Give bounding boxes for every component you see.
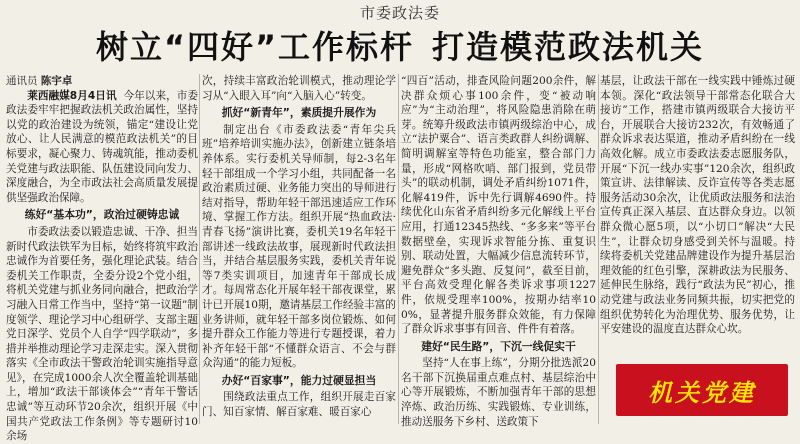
body-paragraph: “四百”活动，排查风险问题200余件，解决群众烦心事100余件，变“被动响应”为“主动治理”，将风险隐患消除在萌芽。统筹升级政法市镇两级综治中心，成立“法护粟合”、语言类政群人纠纷调解、简明调解室等特色功能室，整合部门力量，形成“网格吹哨、部门报到，党员带头”的联动机制，调处矛盾纠纷1071件，化解419件，诉中先行调解4690件。持续优化山东省矛盾纠纷多元化解线上平台应用，打通12345热线、“多多来”等平台数据壁垒，实现诉求智能分拣、重复识别、联动处置，大幅减少信息流转环节，避免群众“多头跑、反复问”，截至目前，平台高效受理化解各类诉求事项1227件，依规受理率100%，按期办结率100%，显著提升服务群众效能，有力保障了群众诉求事事有回音、件件有着落。: [401, 75, 596, 336]
section-kicker: 市委政法委: [359, 5, 440, 22]
byline: [6, 74, 198, 89]
badge-text: 机关党建: [648, 377, 756, 407]
column-badge: [616, 364, 788, 416]
article-headline: [0, 22, 800, 68]
article-column-2: [202, 74, 396, 424]
body-paragraph: 坚持“人在事上练”，分期分批选派20名干部下沉换届重点难点村、基层综治中心等开展锻炼，不断加强青年干部的思想淬炼、政治历练、实践锻炼、专业训练，推动送服务下乡村、送政策下: [401, 357, 596, 428]
column-divider: [398, 74, 399, 424]
article-column-3: [401, 74, 596, 428]
byline-label: 通讯员: [6, 75, 38, 87]
headline-part-1: 树立“四好”工作标杆: [95, 28, 415, 66]
byline-name: 陈宇卓: [40, 75, 73, 87]
body-paragraph: 基层，让政法干部在一线实践中锤炼过硬本领。深化“政法领导干部常态化联合大接访”工作，搭建市镇两级联合大接访平台，开展联合大接访232次，有效畅通了群众诉求表达渠道，推动矛盾纠纷在一线高效化解。成立市委政法委志愿服务队，开展“下沉一线办实事”120余次，组织政策宣讲、法律解读、反诈宣传等各类志愿服务活动30余次，让优质政法服务和法治宣传真正深入基层、直达群众身边。以领群众微心愿5项，以“小切口”解决“大民生”，让群众切身感受到关怀与温暖。持续将委机关党建品牌建设作为提升基层治理效能的红色引擎，深耕政法为民服务、延伸民生脉络，践行“政法为民”初心，推动党建与政法业务同频共振，切实把党的组织优势转化为治理优势、服务优势，让平安建设的温度直达群众心坎。: [600, 75, 795, 336]
body-paragraph: 制定出台《市委政法委“青年尖兵班”培养培训实施办法》，创新建立链条培养体系。实行委机关导师制，每2-3名年轻干部组成一个学习小组，共同配备一名政治素质过硬、业务能力突出的导师进行结对指导，帮助年轻干部迅速适应工作环境、掌握工作方法。组织开展“热血政法·青春飞扬”演讲比赛，委机关19名年轻干部讲述一线政法故事，展现新时代政法担当，并结合基层服务实践，委机关青年说等7类实训项目，加速青年干部成长成才。每周常态化开展年轻干部夜课堂，累计已开展10期，邀请基层工作经验丰富的业务讲师，就年轻干部多岗位锻炼、如何提升群众工作能力等进行专题授课，着力补齐年轻干部“不懂群众语言、不会与群众沟通”的能力短板。: [202, 123, 396, 370]
article-column-4: [600, 74, 795, 364]
dateline: 莱西融媒8月4日讯: [27, 89, 117, 102]
lead-paragraph: [6, 89, 198, 206]
headline-part-2: 打造模范政法机关: [432, 28, 705, 66]
column-divider: [199, 74, 200, 424]
subheading: 办好“百家事”，能力过硬显担当: [221, 373, 377, 387]
column-divider: [598, 74, 599, 424]
body-paragraph: 市委政法委以锻造忠诚、干净、担当新时代政法铁军为目标，始终将筑牢政治忠诚作为首要任务，强化理论武装。结合委机关工作职责，全委分设2个党小组，将机关党建与抓业务同向融合，把政治学习融入日常工作当中，坚持“第一议题”制度领学、理论学习中心组研学、支部主题党日深学、党员个人自学“四学联动”，多措并举推动理论学习走深走实。深入贯彻落实《全市政法干警政治轮训实施指导意见》，在完成1000余人次全覆盖轮训基础上，增加“政法干部谈体会”“青年干警话忠诚”等互动环节20余次，组织开展《中国共产党政法工作条例》等专题研讨10余场: [6, 225, 198, 443]
lead-text: 今年以来，市委政法委牢牢把握政法机关政治属性，坚持以党的政治建设为统领，锚定“建设让党放心、让人民满意的模范政法机关”的目标要求，凝心聚力、铸魂筑能，推动委机关党建与政法职能、队伍建设同向发力、深度融合，为全市政法社会高质量发展提供坚强政治保障。: [6, 89, 198, 204]
subheading: 练好“基本功”，政治过硬铸忠诚: [24, 208, 180, 222]
subheading: 抓好“新青年”，素质提升展作为: [221, 106, 377, 120]
body-paragraph: 次，持续丰富政治轮训模式，推动理论学习从“入眼入耳”向“入脑入心”转变。: [202, 75, 396, 102]
article-column-1: [6, 74, 198, 443]
subheading: 建好“民生路”，下沉一线促实干: [421, 339, 576, 353]
body-paragraph: 围绕政法重点工作，组织开展走百家门、知百家情、解百家难、暖百家心: [202, 391, 396, 419]
